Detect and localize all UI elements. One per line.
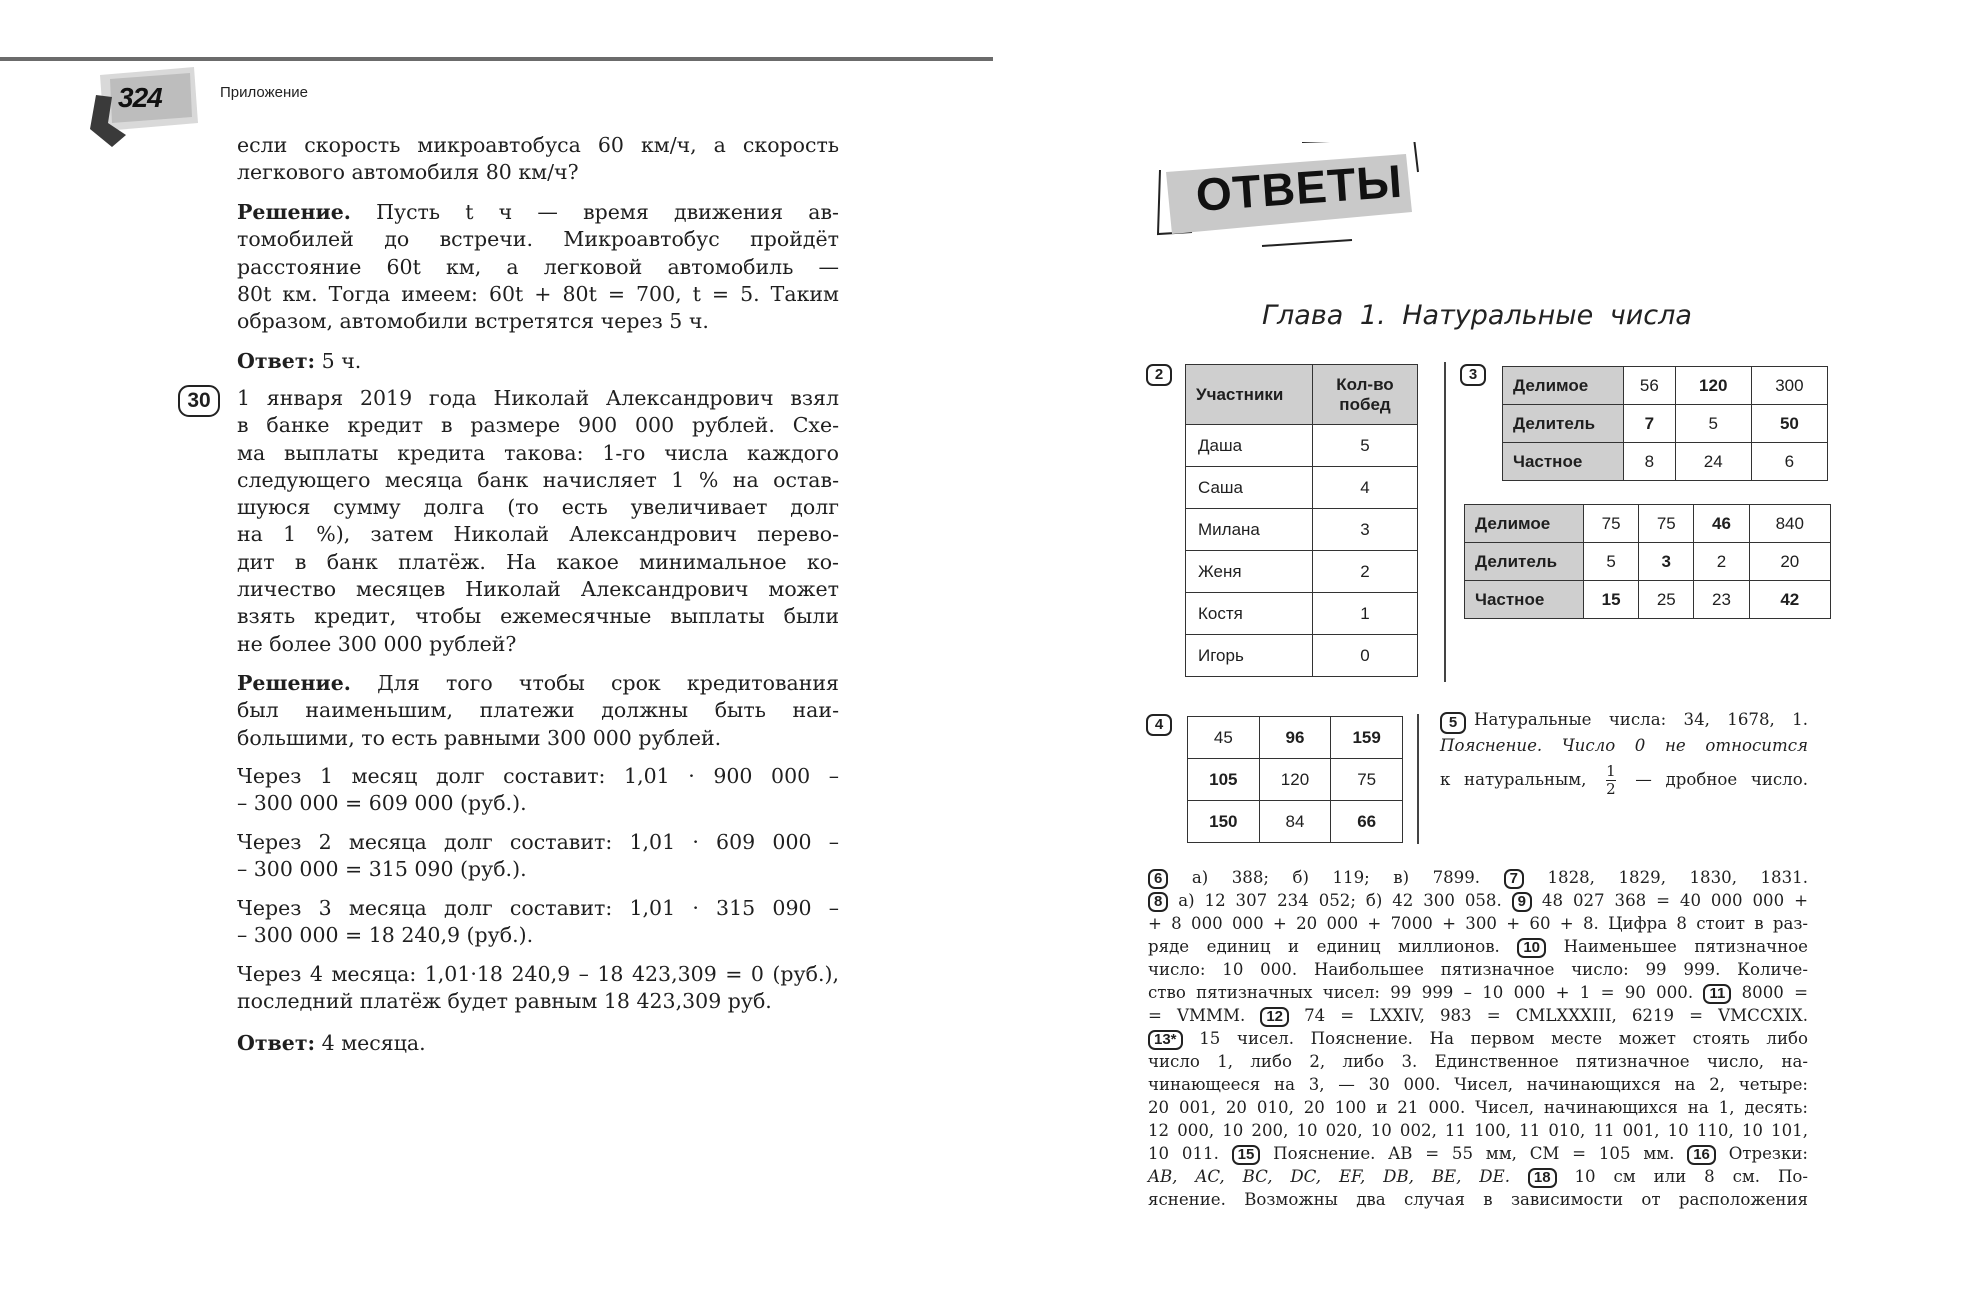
- number-grid: 45 96 159 105 120 75 150 84 66: [1187, 716, 1403, 843]
- month-step-3: Через 3 месяца долг составит: 1,01 · 315 090 – – 300 000 = 18 240,9 (руб.).: [237, 896, 839, 948]
- answers-line: 10 011. 15 Пояснение. AB = 55 мм, CM = 105 мм. 16 Отрезки:: [1148, 1144, 1809, 1163]
- division-table-1: Делимое 56 120 300 Делитель 7 5 50 Частное 8 24 6: [1502, 366, 1828, 481]
- running-head: Приложение: [220, 84, 308, 101]
- question-number-4: 4: [1146, 714, 1172, 736]
- answers-line: число 1, либо 2, либо 3. Единственное пятизначное число, на-: [1148, 1052, 1808, 1071]
- column-divider: [1444, 362, 1446, 682]
- intro-paragraph: если скорость микроавтобуса 60 км/ч, а скорость легкового автомобиля 80 км/ч?: [237, 133, 839, 185]
- answers-line: 20 001, 20 010, 20 100 и 21 000. Чисел, начинающихся на 1, десять:: [1148, 1098, 1808, 1117]
- problem-30-text: 1 января 2019 года Николай Александрович взял в банке кредит в размере 900 000 рублей. Схе- ма выплаты кредита такова: 1-го числа каждого следующего месяца банк начисляет 1 % на остав- шуюся сумму долга (то есть увеличивает долг на 1 %), затем Николай Александрович перево- дит в банк платёж. На какое минимальное ко- личество месяцев Николай Александрович может взять кредит, чтобы ежемесячные выплаты были не более 300 000 рублей?: [237, 386, 839, 656]
- participants-table: Участники Кол-во побед Даша 5 Саша 4 Милана 3 Женя 2 Костя 1 Игорь 0: [1185, 364, 1418, 677]
- page-number: 324: [118, 82, 162, 113]
- answers-line: чинающееся на 3, — 30 000. Чисел, начинающихся на 2, четыре:: [1148, 1075, 1808, 1094]
- column-divider-2: [1417, 714, 1419, 844]
- answer-5: Натуральные числа: 34, 1678, 1. Пояснение. Число 0 не относится к натуральным, $\frac{1}{2}$ — дробное число.: [1440, 710, 1808, 798]
- solution-2: Решение. Для того чтобы срок кредитования был наименьшим, платежи должны быть наи- большими, то есть равными 300 000 рублей.: [237, 671, 839, 750]
- month-step-1: Через 1 месяц долг составит: 1,01 · 900 000 – – 300 000 = 609 000 (руб.).: [237, 764, 839, 816]
- problem-number-badge: 30: [178, 385, 220, 417]
- answers-line: яснение. Возможны два случая в зависимости от расположения: [1148, 1190, 1808, 1209]
- chapter-title: Глава 1. Натуральные числа: [1262, 300, 1692, 331]
- answers-text-block: [1148, 866, 1808, 1211]
- answers-line: 13* 15 чисел. Пояснение. На первом месте может стоять либо: [1148, 1027, 1808, 1050]
- answers-line: 6 а) 388; б) 119; в) 7899. 7 1828, 1829, 1830, 1831.: [1148, 866, 1808, 889]
- fraction-one-half: $\frac{1}{2}$: [1606, 762, 1616, 798]
- answer-1: Ответ: 5 ч.: [237, 349, 362, 373]
- answers-line: ство пятизначных чисел: 99 999 – 10 000 + 1 = 90 000. 11 8000 =: [1148, 983, 1809, 1002]
- answers-line: ряде единиц и единиц миллионов. 10 Наименьшее пятизначное: [1148, 937, 1809, 956]
- solution-1: Решение. Пусть t ч — время движения ав- томобилей до встречи. Микроавтобус пройдёт расстояние 60t км, а легковой автомобиль — 80t км. Тогда имеем: 60t + 80t = 700, t = 5. Таким образом, автомобили встретятся через 5 ч.: [237, 200, 839, 334]
- month-step-2: Через 2 месяца долг составит: 1,01 · 609 000 – – 300 000 = 315 090 (руб.).: [237, 830, 839, 882]
- answers-title: ОТВЕТЫ: [1194, 154, 1405, 221]
- answers-line: + 8 000 000 + 20 000 + 7000 + 300 + 60 + 8. Цифра 8 стоит в раз-: [1148, 914, 1808, 933]
- answers-line: 12 000, 10 200, 10 020, 10 002, 11 100, 11 010, 11 001, 10 110, 10 101,: [1148, 1121, 1808, 1140]
- answers-line: число: 10 000. Наибольшее пятизначное число: 99 999. Количе-: [1148, 960, 1808, 979]
- month-step-4: Через 4 месяца: 1,01·18 240,9 – 18 423,309 = 0 (руб.), последний платёж будет равным 18 423,309 руб.: [237, 962, 839, 1014]
- top-rule: [0, 57, 993, 61]
- answers-line: = VMMM. 12 74 = LXXIV, 983 = CMLXXXIII, 6219 = VMCCXIX.: [1148, 1006, 1808, 1025]
- answers-line: AB, AC, BC, DC, EF, DB, BE, DE. 18 10 см или 8 см. По-: [1148, 1167, 1809, 1186]
- answers-line: 8 а) 12 307 234 052; б) 42 300 058. 9 48 027 368 = 40 000 000 +: [1148, 889, 1808, 912]
- question-number-5: 5: [1440, 712, 1466, 734]
- answer-2: Ответ: 4 месяца.: [237, 1031, 426, 1055]
- question-number-2: 2: [1146, 364, 1172, 386]
- question-number-3: 3: [1460, 364, 1486, 386]
- division-table-2: Делимое 75 75 46 840 Делитель 5 3 2 20 Частное 15 25 23 42: [1464, 504, 1831, 619]
